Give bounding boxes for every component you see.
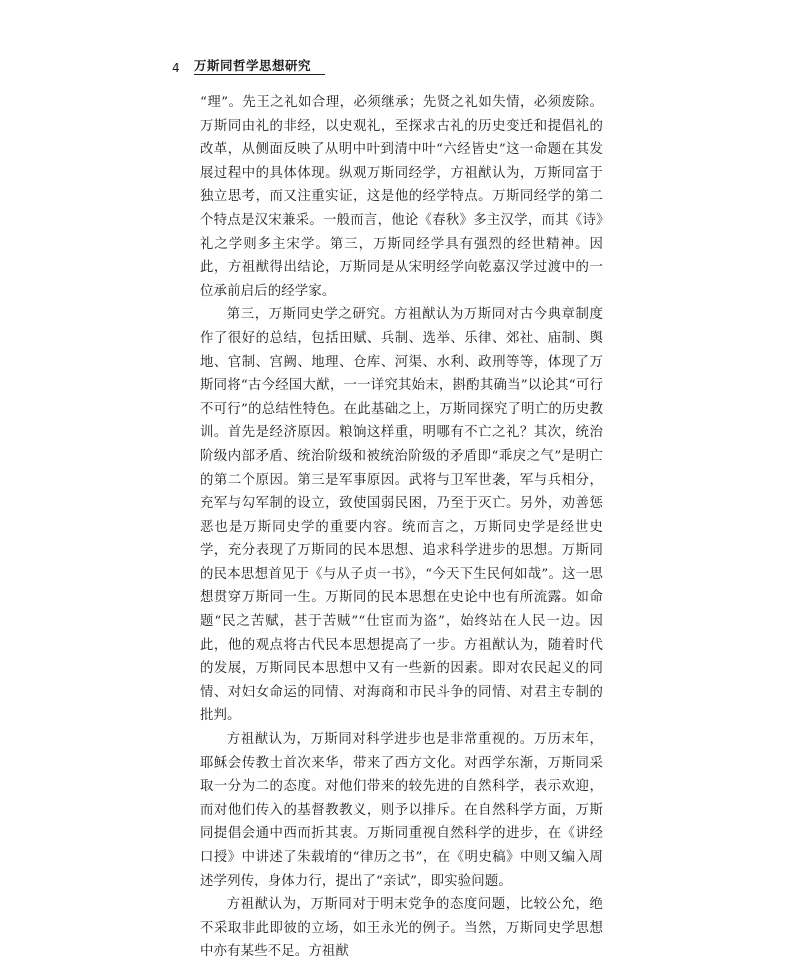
body-text — [200, 91, 603, 964]
paragraph: 方祖猷认为，万斯同对于明末党争的态度问题，比较公允，绝不采取非此即彼的立场，如王永光的例子。当然，万斯同史学思想中亦有某些不足。方祖猷 — [200, 897, 603, 960]
paragraph: “理”。先王之礼如合理，必须继承；先贤之礼如失情，必须废除。万斯同由礼的非经，以史观礼，至探求古礼的历史变迁和提倡礼的改革，从侧面反映了从明中叶到清中叶“六经皆史”这一命题在其发展过程中的具体体现。纵观万斯同经学，方祖猷认为，万斯同富于独立思考，而又注重实证，这是他的经学特点。万斯同经学的第二个特点是汉宋兼采。一般而言，他论《春秋》多主汉学，而其《诗》礼之学则多主宋学。第三，万斯同经学具有强烈的经世精神。因此，方祖猷得出结论，万斯同是从宋明经学向乾嘉汉学过渡中的一位承前启后的经学家。 — [200, 95, 603, 299]
book-title: 万斯同哲学思想研究 — [194, 59, 325, 75]
paragraph: 第三，万斯同史学之研究。方祖猷认为万斯同对古今典章制度作了很好的总结，包括田赋、兵制、选举、乐律、郊社、庙制、舆地、官制、宫阙、地理、仓库、河渠、水利、政刑等等，体现了万斯同将“古今经国大猷，一一详究其始末，斟酌其确当”以论其“可行不可行”的总结性特色。在此基础之上，万斯同探究了明亡的历史教训。首先是经济原因。粮饷这样重，明哪有不亡之礼？其次，统治阶级内部矛盾、统治阶级和被统治阶级的矛盾即“乖戾之气”是明亡的第二个原因。第三是军事原因。武将与卫军世袭，军与兵相分，充军与勾军制的设立，致使国弱民困，乃至于灭亡。另外，劝善惩恶也是万斯同史学的重要内容。统而言之，万斯同史学是经世史学，充分表现了万斯同的民本思想、追求科学进步的思想。万斯同的民本思想首见于《与从子贞一书》，“今天下生民何如哉”。这一思想贯穿万斯同一生。万斯同的民本思想在史论中也有所流露。如命题“民之苦赋，甚于苦贼”“仕宦而为盗”，始终站在人民一边。因此，他的观点将古代民本思想提高了一步。方祖猷认为，随着时代的发展，万斯同民本思想中又有一些新的因素。即对农民起义的同情、对妇女命运的同情、对海商和市民斗争的同情、对君主专制的批判。 — [200, 307, 603, 724]
page-number: 4 — [172, 61, 180, 75]
running-header — [172, 55, 642, 75]
paragraph: 方祖猷认为，万斯同对科学进步也是非常重视的。万历末年，耶稣会传教士首次来华，带来了西方文化。对西学东渐，万斯同采取一分为二的态度。对他们带来的较先进的自然科学，表示欢迎，而对他们传入的基督教教义，则予以排斥。在自然科学方面，万斯同提倡会通中西而折其衷。万斯同重视自然科学的进步，在《讲经口授》中讲述了朱载堉的“律历之书”，在《明史稿》中则又编入周述学列传，身体力行，提出了“亲试”，即实验问题。 — [200, 732, 603, 889]
